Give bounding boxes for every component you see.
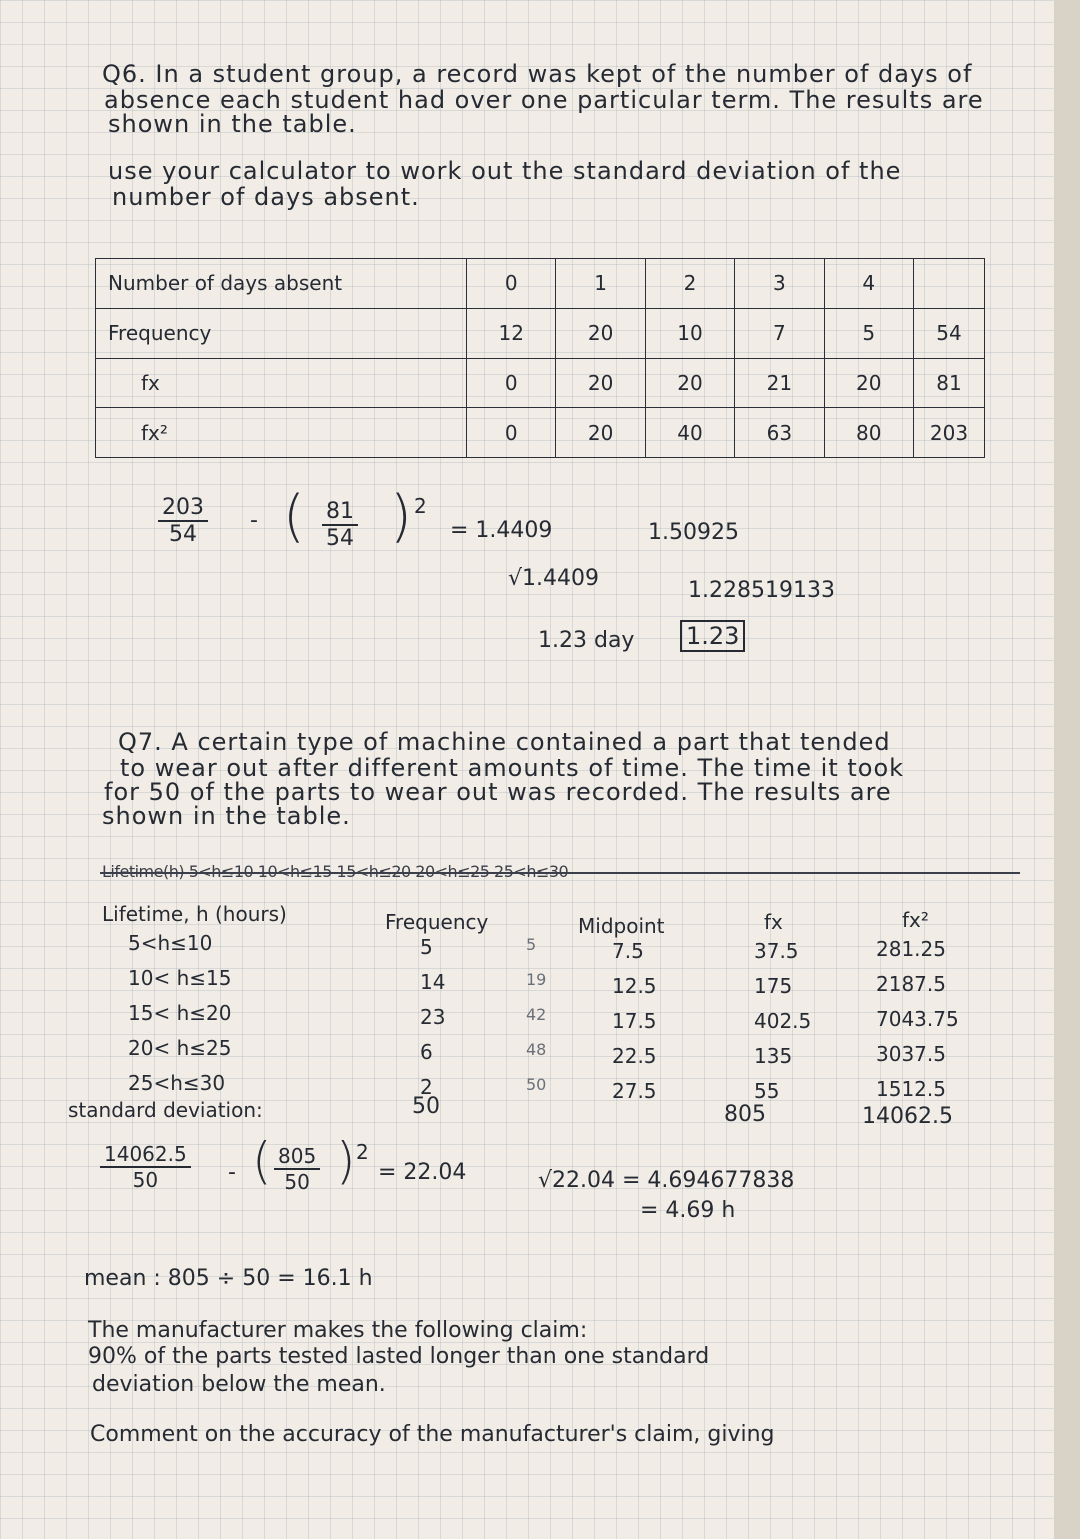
q7-lifetime-cell: 25<h≤30	[128, 1071, 226, 1095]
q6-cell: 10	[645, 308, 734, 358]
q6-cell: 4	[824, 259, 913, 309]
numerator: 81	[322, 499, 358, 526]
q6-frequency-table	[95, 258, 985, 458]
q7-mean: mean : 805 ÷ 50 = 16.1 h	[84, 1266, 373, 1291]
q7-fx2-column	[876, 934, 959, 1109]
q6-cell: 0	[467, 358, 556, 408]
q6-cell: 1	[556, 259, 645, 309]
q6-cell: 80	[824, 408, 913, 458]
q7-intro-line-2: to wear out after different amounts of time. The time it took	[120, 754, 905, 782]
q7-sqrt: √22.04 = 4.694677838	[538, 1168, 795, 1193]
q7-lifetime-column	[128, 928, 231, 1103]
q6-cell: 20	[556, 408, 645, 458]
q7-fx2-cell: 3037.5	[876, 1042, 946, 1066]
numerator: 805	[274, 1144, 320, 1170]
q7-fx2-cell: 7043.75	[876, 1007, 959, 1031]
q7-fx-cell: 402.5	[754, 1009, 812, 1033]
close-paren: )	[390, 484, 412, 549]
q6-fraction-fx2-over-f	[158, 495, 208, 547]
q7-fx-cell: 135	[754, 1044, 793, 1068]
q7-claim-line-3: deviation below the mean.	[92, 1372, 386, 1397]
q6-cell: 12	[467, 308, 556, 358]
q7-fx2-cell: 281.25	[876, 937, 946, 961]
numerator: 203	[158, 495, 208, 522]
q7-header-frequency: Frequency	[385, 910, 489, 934]
q6-sd-full: 1.228519133	[688, 578, 835, 603]
q6-total-cell	[914, 259, 985, 309]
q7-header-midpoint: Midpoint	[578, 914, 665, 938]
exponent: 2	[414, 494, 427, 518]
q7-lifetime-cell: 10< h≤15	[128, 966, 232, 990]
q7-cumulative-cell: 48	[526, 1040, 547, 1059]
q7-claim-line-1: The manufacturer makes the following claim:	[88, 1318, 588, 1343]
q7-cumulative-cell: 50	[526, 1075, 547, 1094]
q6-cell: 20	[645, 358, 734, 408]
q6-cell: 63	[735, 408, 824, 458]
numerator: 14062.5	[100, 1142, 191, 1168]
q7-cumulative-cell: 19	[526, 970, 547, 989]
q7-sd-rounded: = 4.69 h	[640, 1198, 736, 1223]
q7-lifetime-cell: 15< h≤20	[128, 1001, 232, 1025]
q6-sqrt: √1.4409	[508, 566, 599, 591]
page-edge	[1054, 0, 1080, 1539]
denominator: 50	[284, 1170, 310, 1194]
minus-sign: -	[228, 1160, 236, 1185]
q6-intro-line-2: absence each student had over one particular term. The results are	[104, 86, 984, 114]
q6-answer-boxed: 1.23	[680, 620, 745, 652]
q6-row-label: Number of days absent	[96, 259, 467, 309]
q7-cumulative-column	[526, 930, 546, 1105]
q7-midpoint-cell: 22.5	[612, 1044, 657, 1068]
q6-row-days	[96, 259, 985, 309]
q7-variance: = 22.04	[378, 1160, 467, 1185]
q7-total-fx2: 14062.5	[862, 1104, 953, 1129]
q6-variance: = 1.4409	[450, 518, 553, 543]
q7-fx-cell: 55	[754, 1079, 780, 1103]
q6-cell: 20	[824, 358, 913, 408]
minus-sign: -	[250, 508, 258, 533]
q6-cell: 20	[556, 308, 645, 358]
q7-midpoint-column	[612, 936, 657, 1111]
q6-cell: 5	[824, 308, 913, 358]
q6-total-cell: 54	[914, 308, 985, 358]
q6-total-cell: 203	[914, 408, 985, 458]
q7-frequency-column	[420, 932, 445, 1107]
close-paren: )	[336, 1132, 356, 1190]
q7-total-frequency: 50	[412, 1094, 440, 1119]
q6-cell: 2	[645, 259, 734, 309]
q7-cumulative-cell: 5	[526, 935, 537, 954]
q7-frequency-cell: 14	[420, 970, 446, 994]
q7-fx-cell: 37.5	[754, 939, 799, 963]
q7-total-fx: 805	[724, 1102, 766, 1127]
q7-lifetime-cell: 20< h≤25	[128, 1036, 232, 1060]
q6-intro-line-1: Q6. In a student group, a record was kept of the number of days of	[102, 60, 973, 88]
q7-header-lifetime: Lifetime, h (hours)	[102, 902, 287, 926]
q7-midpoint-cell: 27.5	[612, 1079, 657, 1103]
q7-header-fx2: fx²	[902, 908, 929, 932]
q6-task-line-1: use your calculator to work out the standard deviation of the	[108, 157, 902, 185]
q6-row-label: fx²	[96, 408, 467, 458]
q7-intro-line-3: for 50 of the parts to wear out was recorded. The results are	[104, 778, 892, 806]
q7-fx-cell: 175	[754, 974, 793, 998]
q7-comment-prompt: Comment on the accuracy of the manufacturer's claim, giving	[90, 1422, 775, 1447]
q7-intro-line-1: Q7. A certain type of machine contained a part that tended	[118, 728, 891, 756]
q7-fraction-fx2-over-f	[100, 1142, 191, 1192]
denominator: 54	[169, 522, 197, 547]
q6-row-fx2	[96, 408, 985, 458]
q6-row-frequency	[96, 308, 985, 358]
q7-intro-line-4: shown in the table.	[102, 802, 351, 830]
q6-cell: 3	[735, 259, 824, 309]
q7-fraction-fx-over-f	[274, 1144, 320, 1194]
q7-fx2-cell: 2187.5	[876, 972, 946, 996]
strike-through	[100, 872, 1020, 874]
q7-frequency-cell: 6	[420, 1040, 433, 1064]
q7-cumulative-cell: 42	[526, 1005, 547, 1024]
q6-alt-value: 1.50925	[648, 520, 739, 545]
q6-cell: 40	[645, 408, 734, 458]
q7-fx-column	[754, 936, 811, 1111]
q7-midpoint-cell: 7.5	[612, 939, 644, 963]
q7-midpoint-cell: 12.5	[612, 974, 657, 998]
q7-frequency-cell: 2	[420, 1075, 433, 1099]
q6-row-fx	[96, 358, 985, 408]
exponent: 2	[356, 1140, 369, 1164]
q7-midpoint-cell: 17.5	[612, 1009, 657, 1033]
q6-cell: 0	[467, 408, 556, 458]
q6-row-label: Frequency	[96, 308, 467, 358]
q6-row-label: fx	[96, 358, 467, 408]
q6-answer-words: 1.23 day	[538, 628, 635, 653]
q6-fraction-fx-over-f	[322, 499, 358, 551]
q6-total-cell: 81	[914, 358, 985, 408]
denominator: 50	[132, 1168, 159, 1192]
q6-cell: 0	[467, 259, 556, 309]
open-paren: (	[252, 1132, 272, 1190]
q6-cell: 21	[735, 358, 824, 408]
q7-claim-line-2: 90% of the parts tested lasted longer than one standard	[88, 1344, 710, 1369]
q6-cell: 7	[735, 308, 824, 358]
q7-frequency-cell: 5	[420, 935, 433, 959]
q6-intro-line-3: shown in the table.	[108, 110, 357, 138]
open-paren: (	[283, 484, 305, 549]
q7-fx2-cell: 1512.5	[876, 1077, 946, 1101]
q7-lifetime-cell: 5<h≤10	[128, 931, 213, 955]
denominator: 54	[326, 526, 354, 551]
q7-sd-label: standard deviation:	[68, 1098, 263, 1122]
q7-header-fx: fx	[764, 910, 783, 934]
q6-cell: 20	[556, 358, 645, 408]
q7-frequency-cell: 23	[420, 1005, 446, 1029]
q6-task-line-2: number of days absent.	[112, 183, 420, 211]
